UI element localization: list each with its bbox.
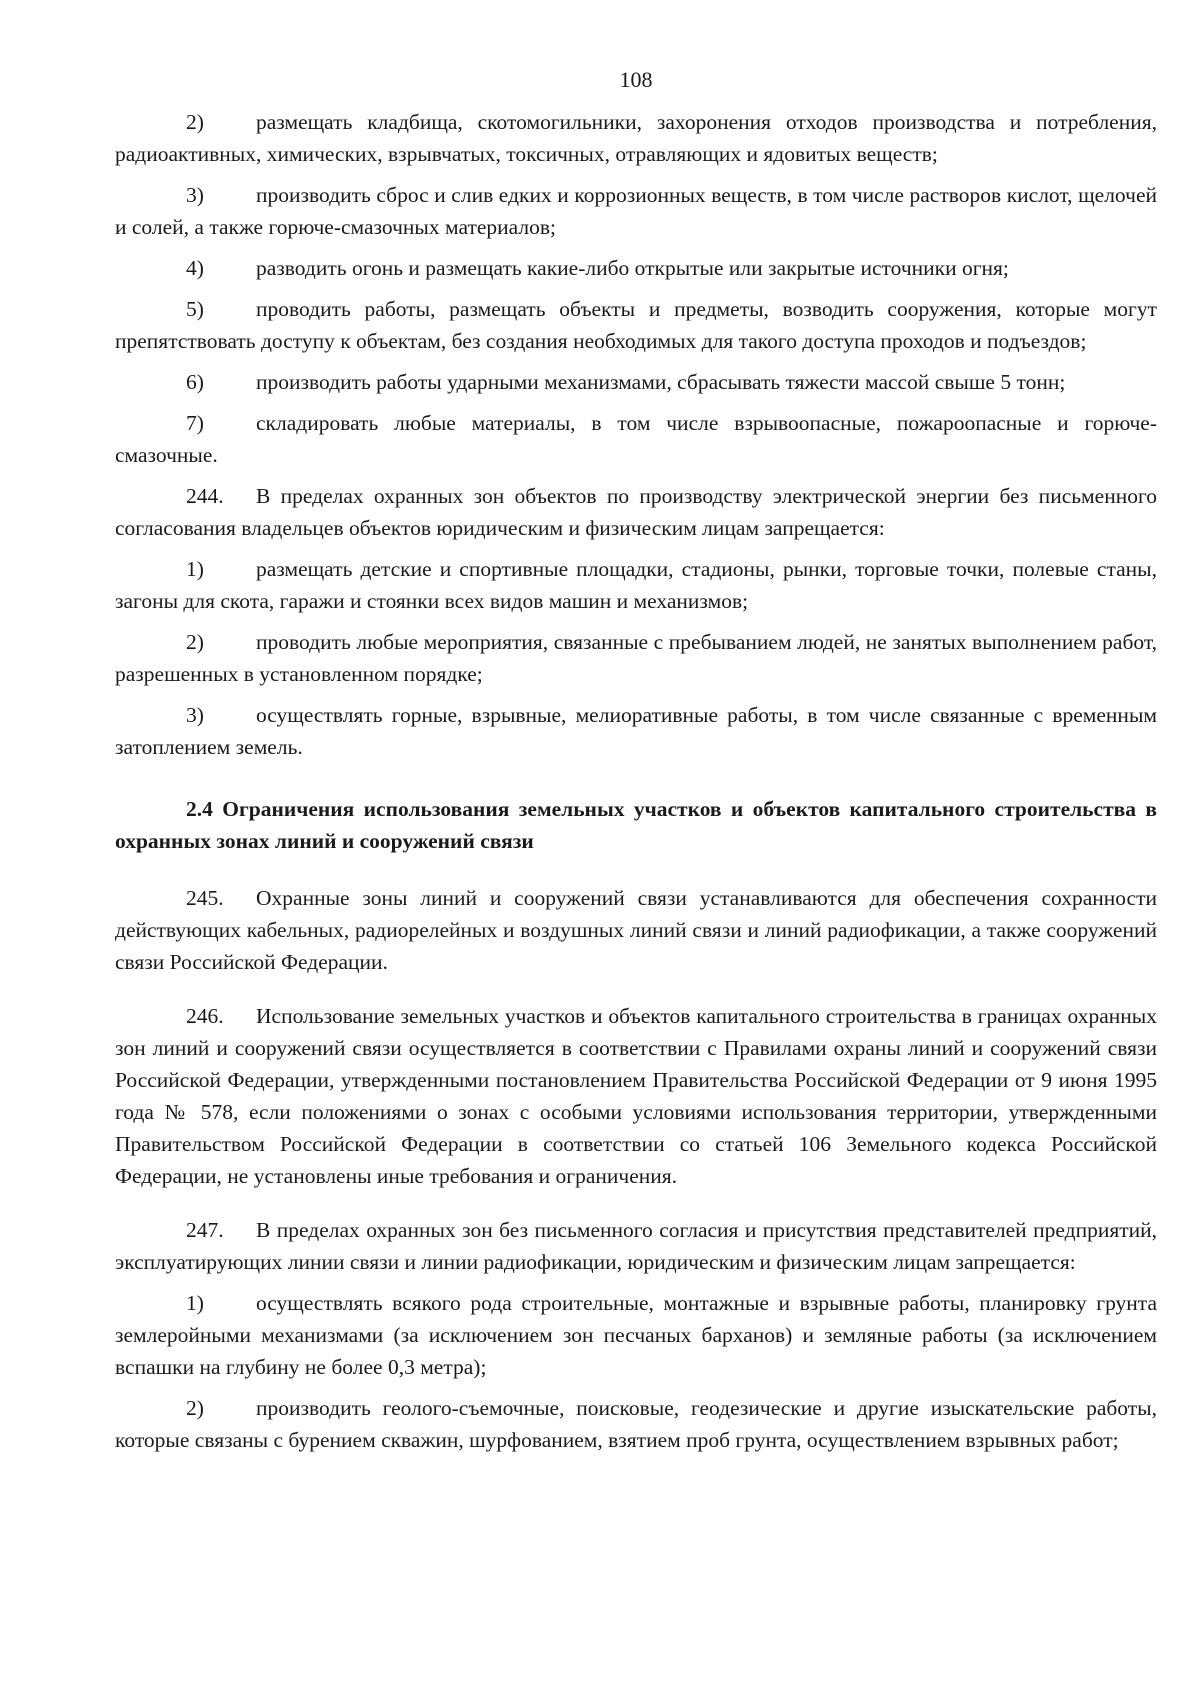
item-number: 6) [186,370,204,394]
item-text: производить работы ударными механизмами, сбрасывать тяжести массой свыше 5 тонн; [256,370,1066,394]
clause-number: 247. [186,1218,224,1242]
item-text: размещать детские и спортивные площадки, стадионы, рынки, торговые точки, полевые станы, загоны для скота, гаражи и стоянки всех видов машин и механизмов; [115,557,1157,613]
list-item [115,179,1157,243]
clause-246 [115,1000,1157,1192]
item-text: производить сброс и слив едких и коррозионных веществ, в том числе растворов кислот, щелочей и солей, а также горюче-смазочных материалов; [115,183,1157,239]
item-number: 1) [186,557,204,581]
item-text: разводить огонь и размещать какие-либо открытые или закрытые источники огня; [256,256,1009,280]
clause-text: В пределах охранных зон без письменного согласия и присутствия представителей предприятий, эксплуатирующих линии связи и линии радиофикации, юридическим и физическим лицам запрещается: [115,1218,1157,1274]
list-item [115,366,1157,398]
item-number: 4) [186,256,204,280]
item-text: осуществлять горные, взрывные, мелиоративные работы, в том числе связанные с временным затоплением земель. [115,703,1157,759]
item-number: 5) [186,297,204,321]
list-item [115,699,1157,763]
item-number: 2) [186,1396,204,1420]
item-number: 1) [186,1291,204,1315]
clause-247 [115,1214,1157,1278]
item-text: проводить работы, размещать объекты и предметы, возводить сооружения, которые могут препятствовать доступу к объектам, без создания необходимых для такого доступа проходов и подъездов; [115,297,1157,353]
clause-text: В пределах охранных зон объектов по производству электрической энергии без письменного согласования владельцев объектов юридическим и физическим лицам запрещается: [115,484,1157,540]
item-number: 3) [186,703,204,727]
item-number: 2) [186,110,204,134]
item-number: 3) [186,183,204,207]
item-text: размещать кладбища, скотомогильники, захоронения отходов производства и потребления, радиоактивных, химических, взрывчатых, токсичных, отравляющих и ядовитых веществ; [115,110,1157,166]
clause-text: Использование земельных участков и объектов капитального строительства в границах охранных зон линий и сооружений связи осуществляется в соответствии с Правилами охраны линий и сооружений связи Российской Федерации, утвержденными постановлением Правительства Российской Федерации от 9 июня 1995 года № 578, если положениями о зонах с особыми условиями использования территории, утвержденными Правительством Российской Федерации в соответствии со статьей 106 Земельного кодекса Российской Федерации, не установлены иные требования и ограничения. [115,1004,1157,1188]
document-page [115,60,1157,1456]
list-item [115,553,1157,617]
item-text: складировать любые материалы, в том числе взрывоопасные, пожароопасные и горюче-смазочные. [115,411,1157,467]
item-number: 7) [186,411,204,435]
clause-number: 246. [186,1004,224,1028]
item-number: 2) [186,630,204,654]
list-item [115,407,1157,471]
clause-text: Охранные зоны линий и сооружений связи устанавливаются для обеспечения сохранности действующих кабельных, радиорелейных и воздушных линий связи и линий радиофикации, а также сооружений связи Российской Федерации. [115,886,1157,974]
list-item [115,626,1157,690]
item-text: осуществлять всякого рода строительные, монтажные и взрывные работы, планировку грунта землеройными механизмами (за исключением зон песчаных барханов) и земляные работы (за исключением вспашки на глубину не более 0,3 метра); [115,1291,1157,1379]
list-item [115,293,1157,357]
clause-number: 244. [186,484,224,508]
list-item [115,252,1157,284]
item-text: проводить любые мероприятия, связанные с пребыванием людей, не занятых выполнением работ, разрешенных в установленном порядке; [115,630,1157,686]
page-number: 108 [619,67,653,92]
item-text: производить геолого-съемочные, поисковые, геодезические и другие изыскательские работы, которые связаны с бурением скважин, шурфованием, взятием проб грунта, осуществлением взрывных работ; [115,1396,1157,1452]
list-item [115,1392,1157,1456]
section-heading: 2.4 Ограничения использования земельных участков и объектов капитального строительства в охранных зонах линий и сооружений связи [115,797,1157,853]
list-item [115,106,1157,170]
clause-number: 245. [186,886,224,910]
clause-244 [115,480,1157,544]
list-item [115,1287,1157,1383]
clause-245 [115,882,1157,978]
